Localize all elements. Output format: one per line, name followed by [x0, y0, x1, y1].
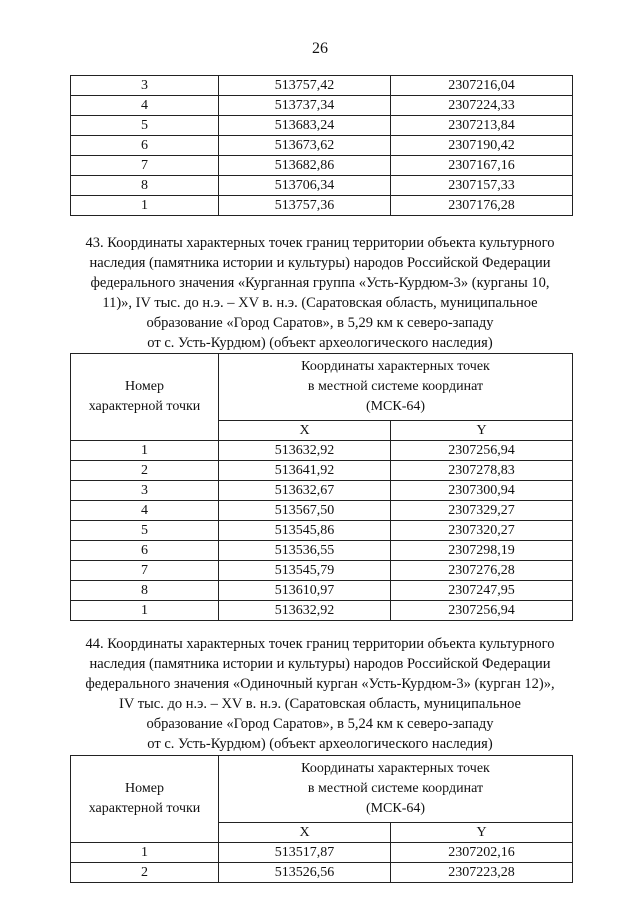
point-number-cell: 4: [71, 501, 219, 521]
point-number-cell: 6: [71, 136, 219, 156]
x-coordinate-cell: 513632,67: [219, 481, 391, 501]
coordinates-header-line1: Координаты характерных точек: [301, 359, 490, 374]
point-number-cell: 1: [71, 196, 219, 216]
y-coordinate-cell: 2307223,28: [391, 863, 573, 883]
point-number-header-line2: характерной точки: [88, 399, 201, 414]
x-column-header: X: [219, 421, 391, 441]
x-coordinate-cell: 513641,92: [219, 461, 391, 481]
y-coordinate-cell: 2307190,42: [391, 136, 573, 156]
coordinates-header-line1: Координаты характерных точек: [301, 761, 490, 776]
x-coordinate-cell: 513545,79: [219, 561, 391, 581]
point-number-cell: 7: [71, 156, 219, 176]
title-line: образование «Город Саратов», в 5,29 км к северо-западу: [146, 315, 494, 331]
table-row: [71, 461, 573, 481]
x-coordinate-cell: 513526,56: [219, 863, 391, 883]
x-coordinate-cell: 513632,92: [219, 441, 391, 461]
x-coordinate-cell: 513536,55: [219, 541, 391, 561]
table-row: [71, 176, 573, 196]
y-coordinate-cell: 2307278,83: [391, 461, 573, 481]
title-line: от с. Усть-Курдюм) (объект археологического наследия): [147, 736, 493, 752]
coordinates-header: [219, 756, 573, 823]
y-coordinate-cell: 2307298,19: [391, 541, 573, 561]
section-43-title: [60, 233, 580, 353]
y-coordinate-cell: 2307213,84: [391, 116, 573, 136]
title-line: федерального значения «Курганная группа «Усть-Курдюм-3» (курганы 10,: [90, 275, 550, 291]
y-coordinate-cell: 2307247,95: [391, 581, 573, 601]
x-coordinate-cell: 513610,97: [219, 581, 391, 601]
y-coordinate-cell: 2307276,28: [391, 561, 573, 581]
table-row: [71, 601, 573, 621]
y-coordinate-cell: 2307202,16: [391, 843, 573, 863]
y-coordinate-cell: 2307329,27: [391, 501, 573, 521]
coordinates-header-line2: в местной системе координат: [307, 781, 484, 796]
x-coordinate-cell: 513757,36: [219, 196, 391, 216]
y-column-header: Y: [391, 823, 573, 843]
x-coordinate-cell: 513682,86: [219, 156, 391, 176]
table-row: [71, 76, 573, 96]
title-line: 11)», IV тыс. до н.э. – XV в. н.э. (Саратовская область, муниципальное: [102, 295, 538, 311]
coordinates-header-line3: (МСК-64): [365, 399, 426, 414]
title-line: от с. Усть-Курдюм) (объект археологического наследия): [147, 335, 493, 351]
y-coordinate-cell: 2307320,27: [391, 521, 573, 541]
point-number-cell: 6: [71, 541, 219, 561]
table-row: [71, 116, 573, 136]
x-coordinate-cell: 513757,42: [219, 76, 391, 96]
table-row: [71, 521, 573, 541]
title-line: наследия (памятника истории и культуры) народов Российской Федерации: [89, 656, 551, 672]
x-coordinate-cell: 513545,86: [219, 521, 391, 541]
point-number-header: [71, 756, 219, 843]
table-row: [71, 96, 573, 116]
title-line: федерального значения «Одиночный курган «Усть-Курдюм-3» (курган 12)»,: [85, 676, 555, 692]
x-column-header: X: [219, 823, 391, 843]
coordinates-table-continued: [70, 75, 573, 216]
y-coordinate-cell: 2307157,33: [391, 176, 573, 196]
y-coordinate-cell: 2307256,94: [391, 441, 573, 461]
x-coordinate-cell: 513706,34: [219, 176, 391, 196]
point-number-cell: 1: [71, 601, 219, 621]
x-coordinate-cell: 513567,50: [219, 501, 391, 521]
table-body: [71, 441, 573, 621]
y-coordinate-cell: 2307167,16: [391, 156, 573, 176]
table-row: [71, 863, 573, 883]
point-number-cell: 3: [71, 481, 219, 501]
page-number: 26: [312, 40, 328, 57]
point-number-header-line1: Номер: [125, 781, 164, 796]
table-body: [71, 76, 573, 216]
title-line: 44. Координаты характерных точек границ территории объекта культурного: [85, 636, 555, 652]
point-number-cell: 5: [71, 521, 219, 541]
x-coordinate-cell: 513517,87: [219, 843, 391, 863]
coordinates-header-line2: в местной системе координат: [307, 379, 484, 394]
x-coordinate-cell: 513673,62: [219, 136, 391, 156]
point-number-cell: 1: [71, 441, 219, 461]
title-line: образование «Город Саратов», в 5,24 км к северо-западу: [146, 716, 494, 732]
table-body: [71, 843, 573, 883]
table-row: [71, 441, 573, 461]
point-number-header-line2: характерной точки: [88, 801, 201, 816]
point-number-cell: 7: [71, 561, 219, 581]
point-number-cell: 5: [71, 116, 219, 136]
coordinates-header: [219, 354, 573, 421]
point-number-cell: 8: [71, 581, 219, 601]
point-number-cell: 4: [71, 96, 219, 116]
title-line: IV тыс. до н.э. – XV в. н.э. (Саратовская область, муниципальное: [119, 696, 521, 712]
y-coordinate-cell: 2307256,94: [391, 601, 573, 621]
section-44-title: [60, 634, 580, 754]
table-row: [71, 481, 573, 501]
table-row: [71, 561, 573, 581]
x-coordinate-cell: 513632,92: [219, 601, 391, 621]
section-44-table: [70, 755, 573, 883]
table-row: [71, 843, 573, 863]
point-number-cell: 8: [71, 176, 219, 196]
y-column-header: Y: [391, 421, 573, 441]
point-number-header: [71, 354, 219, 441]
table-row: [71, 156, 573, 176]
section-43-table: [70, 353, 573, 621]
point-number-header-line1: Номер: [125, 379, 164, 394]
point-number-cell: 2: [71, 461, 219, 481]
title-line: наследия (памятника истории и культуры) народов Российской Федерации: [89, 255, 551, 271]
table-row: [71, 581, 573, 601]
coordinates-header-line3: (МСК-64): [365, 801, 426, 816]
y-coordinate-cell: 2307300,94: [391, 481, 573, 501]
table-row: [71, 136, 573, 156]
point-number-cell: 2: [71, 863, 219, 883]
x-coordinate-cell: 513683,24: [219, 116, 391, 136]
table-row: [71, 196, 573, 216]
point-number-cell: 1: [71, 843, 219, 863]
x-coordinate-cell: 513737,34: [219, 96, 391, 116]
y-coordinate-cell: 2307224,33: [391, 96, 573, 116]
title-line: 43. Координаты характерных точек границ территории объекта культурного: [85, 235, 555, 251]
y-coordinate-cell: 2307176,28: [391, 196, 573, 216]
y-coordinate-cell: 2307216,04: [391, 76, 573, 96]
table-row: [71, 541, 573, 561]
table-row: [71, 501, 573, 521]
point-number-cell: 3: [71, 76, 219, 96]
